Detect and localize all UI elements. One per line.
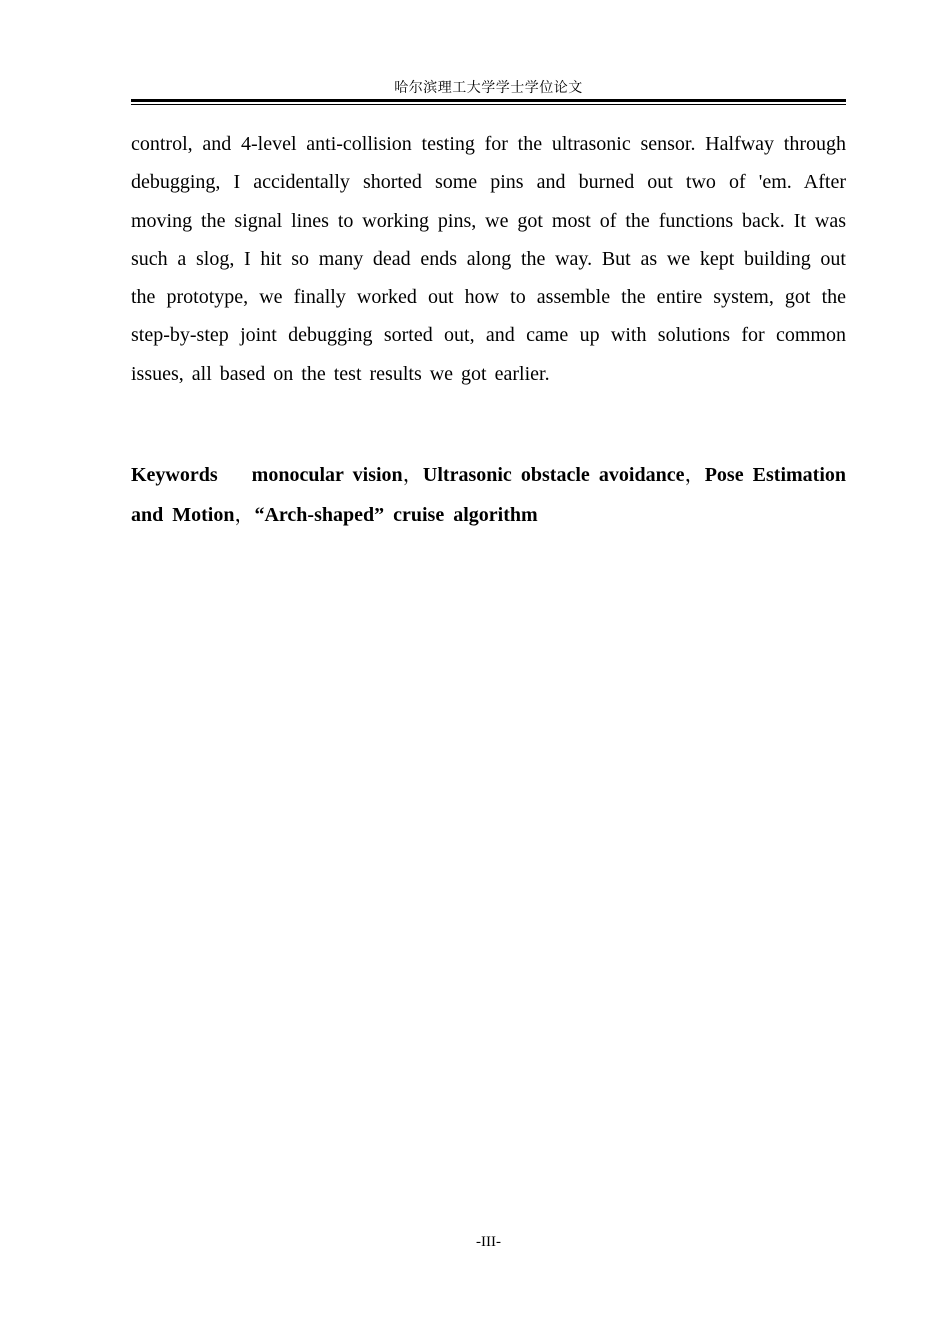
keywords-label: Keywords — [131, 464, 218, 486]
running-header-title: 哈尔滨理工大学学士学位论文 — [394, 80, 583, 96]
keywords-line — [131, 455, 846, 535]
keyword-item: Ultrasonic obstacle avoidance — [422, 464, 685, 486]
keyword-item: monocular vision — [251, 464, 403, 486]
page-number: -III- — [476, 1234, 501, 1250]
header-rule-thin — [131, 104, 846, 105]
abstract-paragraph: control, and 4-level anti-collision testing for the ultrasonic sensor. Halfway through debugging, I accidentally shorted some pins and burned out two of 'em. After moving the signal lines to working pins, we got most of the functions back. It was such a slog, I hit so many dead ends along the way. But as we kept building out the prototype, we finally worked out how to assemble the entire system, got the step-by-step joint debugging sorted out, and came up with solutions for common issues, all based on the test results we got earlier. — [131, 133, 846, 385]
keyword-separator: ， — [402, 464, 423, 486]
keyword-item: Pose Estimation and Motion — [131, 464, 847, 526]
keyword-separator: ， — [234, 504, 255, 526]
header-rule-thick — [131, 99, 846, 102]
keyword-separator: ， — [684, 464, 705, 486]
keyword-item: “Arch-shaped” cruise algorithm — [254, 504, 538, 526]
